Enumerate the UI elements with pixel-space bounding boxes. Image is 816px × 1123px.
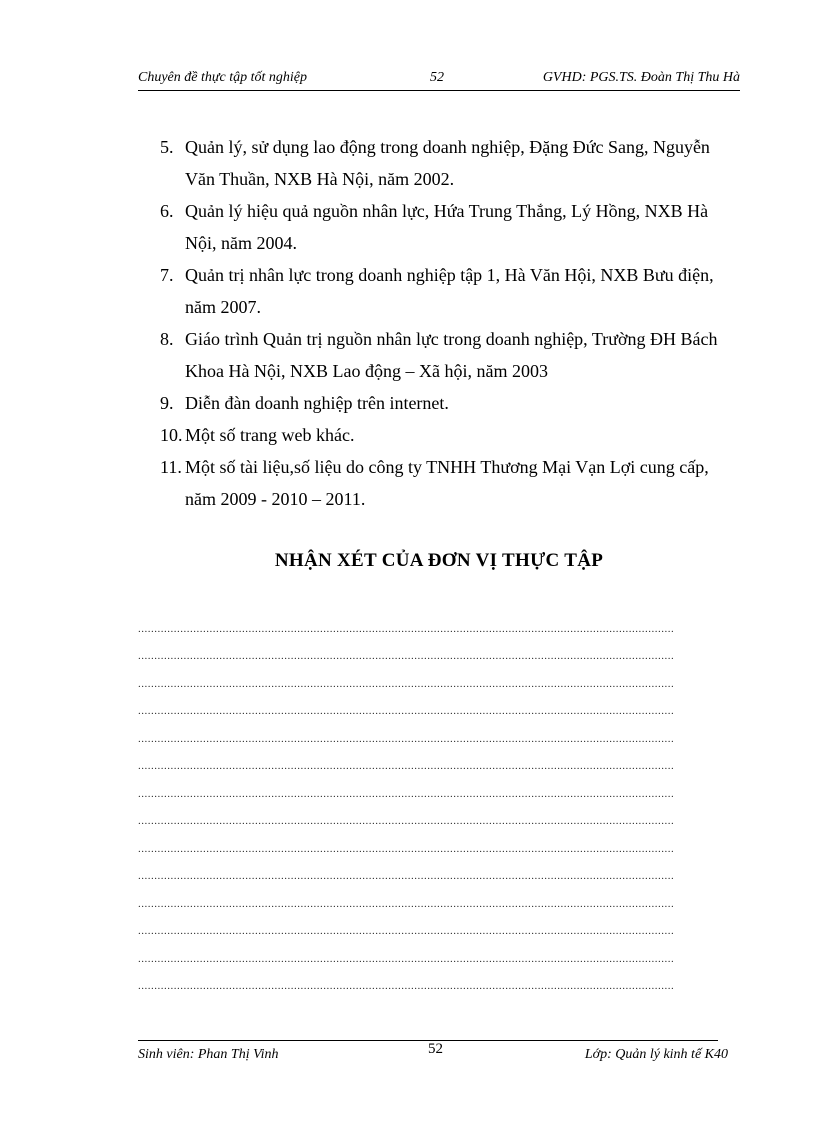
dotted-line-fill: ..................................................................................................................................................................... bbox=[138, 842, 675, 855]
reference-text: Diễn đàn doanh nghiệp trên internet. bbox=[185, 393, 449, 413]
dotted-line bbox=[138, 970, 738, 998]
reference-list bbox=[160, 131, 720, 515]
dotted-line-fill: ..................................................................................................................................................................... bbox=[138, 732, 675, 745]
reference-number: 8. bbox=[160, 329, 174, 349]
reference-number: 9. bbox=[160, 393, 174, 413]
reference-text: Giáo trình Quản trị nguồn nhân lực trong doanh nghiệp, Trường ĐH Bách Khoa Hà Nội, NXB Lao động – Xã hội, năm 2003 bbox=[185, 329, 718, 381]
header-supervisor: GVHD: PGS.TS. Đoàn Thị Thu Hà bbox=[542, 70, 740, 85]
dotted-line-fill: ..................................................................................................................................................................... bbox=[138, 980, 675, 992]
reference-item bbox=[160, 259, 720, 323]
dotted-line-fill: ..................................................................................................................................................................... bbox=[138, 952, 675, 965]
reference-item bbox=[160, 419, 720, 451]
footer-class: Lớp: Quản lý kinh tế K40 bbox=[584, 1047, 728, 1062]
dotted-line-fill: ..................................................................................................................................................................... bbox=[138, 760, 675, 772]
reference-item bbox=[160, 131, 720, 195]
reference-item bbox=[160, 195, 720, 259]
header-document-type: Chuyên đề thực tập tốt nghiệp bbox=[138, 70, 307, 85]
dotted-line bbox=[138, 750, 738, 778]
reference-number: 5. bbox=[160, 137, 174, 157]
dotted-line bbox=[138, 777, 738, 805]
dotted-line-fill: ..................................................................................................................................................................... bbox=[138, 787, 675, 800]
dotted-line-fill: ..................................................................................................................................................................... bbox=[138, 677, 675, 690]
reference-item bbox=[160, 323, 720, 387]
dotted-line bbox=[138, 942, 738, 970]
reference-item bbox=[160, 387, 720, 419]
dotted-line-fill: ..................................................................................................................................................................... bbox=[138, 870, 675, 882]
dotted-line bbox=[138, 695, 738, 723]
header-page-number: 52 bbox=[430, 70, 444, 85]
reference-number: 11. bbox=[160, 457, 182, 477]
dotted-line bbox=[138, 805, 738, 833]
dotted-line-fill: ..................................................................................................................................................................... bbox=[138, 622, 675, 635]
footer-student: Sinh viên: Phan Thị Vinh bbox=[138, 1047, 279, 1062]
page-footer bbox=[138, 1040, 728, 1069]
reference-text: Một số tài liệu,số liệu do công ty TNHH Thương Mại Vạn Lợi cung cấp, năm 2009 - 2010 – 2011. bbox=[185, 457, 709, 509]
section-title: NHẬN XÉT CỦA ĐƠN VỊ THỰC TẬP bbox=[274, 550, 604, 571]
reference-text: Quản lý, sử dụng lao động trong doanh nghiệp, Đặng Đức Sang, Nguyễn Văn Thuần, NXB Hà Nội, năm 2002. bbox=[185, 137, 710, 189]
reference-text: Một số trang web khác. bbox=[185, 425, 355, 445]
dotted-line bbox=[138, 860, 738, 888]
page-header bbox=[138, 70, 740, 91]
dotted-line bbox=[138, 887, 738, 915]
dotted-line bbox=[138, 612, 738, 640]
reference-item bbox=[160, 451, 720, 515]
dotted-line bbox=[138, 722, 738, 750]
dotted-line-fill: ..................................................................................................................................................................... bbox=[138, 650, 675, 662]
reference-text: Quản lý hiệu quả nguồn nhân lực, Hứa Trung Thắng, Lý Hồng, NXB Hà Nội, năm 2004. bbox=[185, 201, 709, 253]
reference-text: Quản trị nhân lực trong doanh nghiệp tập 1, Hà Văn Hội, NXB Bưu điện, năm 2007. bbox=[185, 265, 714, 317]
comment-lines bbox=[138, 612, 738, 997]
dotted-line bbox=[138, 640, 738, 668]
dotted-line-fill: ..................................................................................................................................................................... bbox=[138, 705, 675, 717]
dotted-line bbox=[138, 915, 738, 943]
reference-number: 6. bbox=[160, 201, 174, 221]
dotted-line-fill: ..................................................................................................................................................................... bbox=[138, 815, 675, 827]
reference-number: 7. bbox=[160, 265, 174, 285]
footer-page-number: 52 bbox=[428, 1041, 443, 1057]
dotted-line-fill: ..................................................................................................................................................................... bbox=[138, 925, 675, 937]
dotted-line bbox=[138, 667, 738, 695]
dotted-line bbox=[138, 832, 738, 860]
dotted-line-fill: ..................................................................................................................................................................... bbox=[138, 897, 675, 910]
reference-number: 10. bbox=[160, 425, 183, 445]
